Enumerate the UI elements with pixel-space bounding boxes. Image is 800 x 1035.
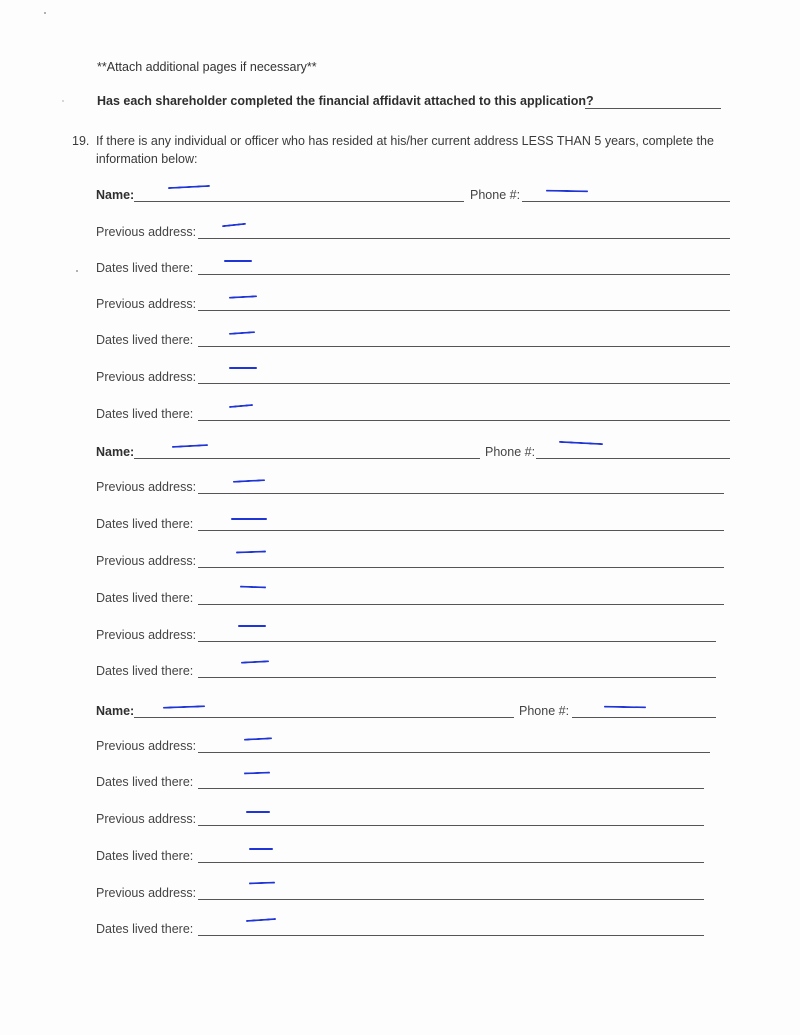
- dates-lived-field[interactable]: [198, 346, 730, 347]
- phone-field[interactable]: [572, 717, 716, 718]
- entry-3-dates-lived-3: [96, 920, 704, 938]
- dates-lived-label: Dates lived there:: [96, 333, 194, 347]
- previous-address-field[interactable]: [198, 310, 730, 311]
- dates-lived-label: Dates lived there:: [96, 261, 194, 275]
- entry-2-previous-address-1: [96, 478, 724, 496]
- phone-label: Phone #:: [519, 704, 570, 718]
- dates-lived-label: Dates lived there:: [96, 849, 194, 863]
- entry-2-dates-lived-2: [96, 589, 724, 607]
- entry-3-dates-lived-2: [96, 847, 704, 865]
- affidavit-answer-line[interactable]: [585, 108, 721, 109]
- previous-address-label: Previous address:: [96, 225, 197, 239]
- dates-lived-label: Dates lived there:: [96, 922, 194, 936]
- entry-1-dates-lived-1: [96, 259, 730, 277]
- name-field[interactable]: [134, 717, 514, 718]
- previous-address-field[interactable]: [198, 752, 710, 753]
- name-label: Name:: [96, 704, 135, 718]
- scan-speck: [76, 270, 78, 272]
- entry-3-name-row: [96, 702, 716, 720]
- previous-address-label: Previous address:: [96, 370, 197, 384]
- dates-lived-field[interactable]: [198, 604, 724, 605]
- previous-address-label: Previous address:: [96, 886, 197, 900]
- entry-2-dates-lived-3: [96, 662, 716, 680]
- question-19-text: If there is any individual or officer who has resided at his/her current address LESS THAN 5 years, complete the information below:: [96, 134, 714, 166]
- dates-lived-field[interactable]: [198, 677, 716, 678]
- name-field[interactable]: [134, 201, 464, 202]
- attach-pages-note: **Attach additional pages if necessary**: [97, 60, 317, 74]
- previous-address-label: Previous address:: [96, 812, 197, 826]
- name-field[interactable]: [134, 458, 480, 459]
- entry-2-dates-lived-1: [96, 515, 724, 533]
- entry-3-previous-address-3: [96, 884, 704, 902]
- dates-lived-field[interactable]: [198, 530, 724, 531]
- question-19: [72, 132, 732, 168]
- affidavit-question-text: Has each shareholder completed the financial affidavit attached to this application?: [97, 94, 594, 108]
- name-label: Name:: [96, 445, 135, 459]
- entry-1-previous-address-2: [96, 295, 730, 313]
- previous-address-label: Previous address:: [96, 739, 197, 753]
- previous-address-field[interactable]: [198, 238, 730, 239]
- entry-1-dates-lived-2: [96, 331, 730, 349]
- scan-speck: [44, 12, 46, 14]
- dates-lived-label: Dates lived there:: [96, 775, 194, 789]
- dates-lived-field[interactable]: [198, 935, 704, 936]
- name-label: Name:: [96, 188, 135, 202]
- dates-lived-field[interactable]: [198, 788, 704, 789]
- phone-label: Phone #:: [485, 445, 536, 459]
- entry-3-previous-address-1: [96, 737, 710, 755]
- affidavit-question: [97, 94, 737, 108]
- pen-dash-mark: [249, 848, 273, 850]
- entry-1-previous-address-3: [96, 368, 730, 386]
- dates-lived-field[interactable]: [198, 862, 704, 863]
- previous-address-label: Previous address:: [96, 297, 197, 311]
- previous-address-label: Previous address:: [96, 554, 197, 568]
- entry-1-dates-lived-3: [96, 405, 730, 423]
- dates-lived-field[interactable]: [198, 420, 730, 421]
- dates-lived-label: Dates lived there:: [96, 407, 194, 421]
- dates-lived-label: Dates lived there:: [96, 664, 194, 678]
- phone-field[interactable]: [536, 458, 730, 459]
- pen-dash-mark: [229, 367, 257, 369]
- previous-address-field[interactable]: [198, 383, 730, 384]
- previous-address-field[interactable]: [198, 641, 716, 642]
- entry-3-previous-address-2: [96, 810, 704, 828]
- question-19-number: 19.: [72, 134, 90, 148]
- dates-lived-label: Dates lived there:: [96, 517, 194, 531]
- entry-2-previous-address-3: [96, 626, 716, 644]
- entry-3-dates-lived-1: [96, 773, 704, 791]
- pen-dash-mark: [238, 625, 266, 627]
- entry-1-name-row: [96, 186, 730, 204]
- previous-address-label: Previous address:: [96, 628, 197, 642]
- scan-speck: [62, 100, 64, 102]
- pen-dash-mark: [231, 518, 267, 520]
- dates-lived-label: Dates lived there:: [96, 591, 194, 605]
- phone-label: Phone #:: [470, 188, 521, 202]
- previous-address-field[interactable]: [198, 567, 724, 568]
- entry-1-previous-address-1: [96, 223, 730, 241]
- previous-address-label: Previous address:: [96, 480, 197, 494]
- dates-lived-field[interactable]: [198, 274, 730, 275]
- pen-dash-mark: [246, 811, 270, 813]
- previous-address-field[interactable]: [198, 899, 704, 900]
- phone-field[interactable]: [522, 201, 730, 202]
- entry-2-previous-address-2: [96, 552, 724, 570]
- pen-dash-mark: [224, 260, 252, 262]
- previous-address-field[interactable]: [198, 825, 704, 826]
- previous-address-field[interactable]: [198, 493, 724, 494]
